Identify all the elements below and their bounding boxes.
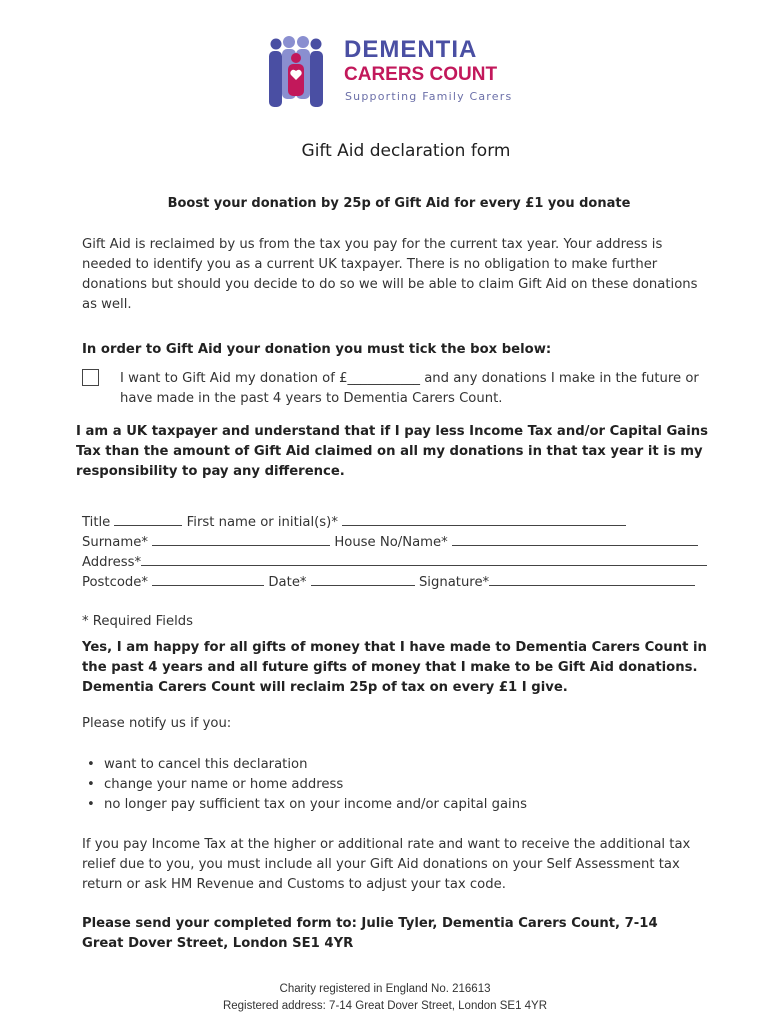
field-row-surname [82,531,698,553]
notify-intro: Please notify us if you: [82,716,232,731]
people-group-icon [262,36,342,108]
gift-aid-checkbox[interactable] [82,369,99,386]
field-row-address [82,551,707,573]
address-label: Address* [82,555,142,570]
date-field[interactable] [311,571,415,586]
form-title: Gift Aid declaration form [301,141,511,161]
title-field[interactable] [114,511,182,526]
list-item: • change your name or home address [84,775,527,795]
send-to-address: Please send your completed form to: Julie Tyler, Dementia Carers Count, 7-14 Great Dover Street, London SE1 4YR [82,916,658,951]
list-item: • no longer pay sufficient tax on your income and/or capital gains [84,795,527,815]
house-label: House No/Name* [334,535,448,550]
taxpayer-statement: I am a UK taxpayer and understand that if I pay less Income Tax and/or Capital Gains Tax than the amount of Gift Aid claimed on all my donations in that tax year it is my responsibility to pay any difference. [76,424,708,479]
date-label: Date* [268,575,307,590]
surname-field[interactable] [152,531,330,546]
field-row-postcode [82,571,695,593]
title-label: Title [82,515,111,530]
intro-paragraph: Gift Aid is reclaimed by us from the tax you pay for the current tax year. Your address is needed to identify you as a current UK taxpayer. There is no obligation to make further donations but should you decide to do so we will be able to claim Gift Aid on these donations as well. [82,237,698,312]
boost-heading: Boost your donation by 25p of Gift Aid for every £1 you donate [167,196,631,211]
postcode-label: Postcode* [82,575,148,590]
logo-tagline: Supporting Family Carers [345,90,513,103]
footer [0,981,770,1015]
footer-registered-address: Registered address: 7-14 Great Dover Street, London SE1 4YR [222,1000,548,1012]
signature-field[interactable] [489,571,695,586]
first-name-label: First name or initial(s)* [186,515,338,530]
notify-list [84,755,527,815]
logo-word-dementia: DEMENTIA [344,36,478,63]
must-tick-instruction: In order to Gift Aid your donation you must tick the box below: [82,342,552,357]
field-row-name [82,511,626,533]
footer-charity-number: Charity registered in England No. 216613 [279,983,491,995]
signature-label: Signature* [418,575,490,590]
logo-word-carers-count: CARERS COUNT [344,64,498,85]
yes-declaration: Yes, I am happy for all gifts of money that I have made to Dementia Carers Count in the past 4 years and all future gifts of money that I make to be Gift Aid donations. Dementia Carers Count will reclaim 25p of tax on every £1 I give. [82,640,707,695]
required-fields-note: * Required Fields [82,614,193,629]
dementia-carers-count-logo [262,36,522,108]
higher-rate-paragraph: If you pay Income Tax at the higher or additional rate and want to receive the additional tax relief due to you, you must include all your Gift Aid donations on your Self Assessment tax return or ask HM Revenue and Customs to adjust your tax code. [82,837,691,892]
house-field[interactable] [452,531,698,546]
tick-statement: I want to Gift Aid my donation of £___________ and any donations I make in the future or have made in the past 4 years to Dementia Carers Count. [120,371,699,406]
list-item: • want to cancel this declaration [84,755,527,775]
surname-label: Surname* [82,535,148,550]
postcode-field[interactable] [152,571,264,586]
address-field[interactable] [141,551,707,566]
first-name-field[interactable] [342,511,626,526]
